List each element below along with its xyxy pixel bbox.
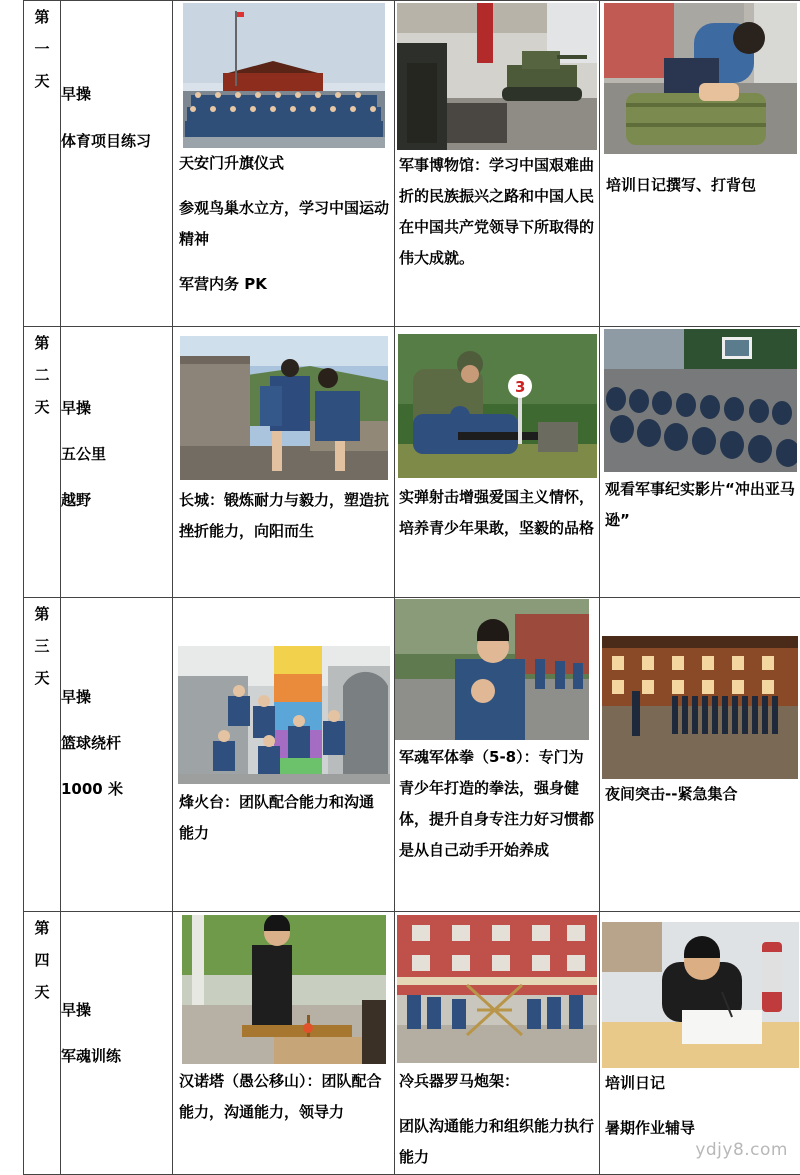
caption-line: 军事博物馆：学习中国艰难曲折的民族振兴之路和中国人民在中国共产党领导下所取得的伟大成就。 — [399, 150, 594, 274]
day-label — [24, 912, 61, 1175]
morning-activities — [61, 327, 173, 598]
day-char: 第二天 — [33, 327, 51, 423]
morning-activities — [61, 912, 173, 1175]
caption-line: 天安门升旗仪式 — [179, 148, 389, 179]
caption-line: 实弹射击增强爱国主义情怀，培养青少年果敢，坚毅的品格 — [399, 482, 594, 544]
caption-line: 培训日记 — [605, 1068, 795, 1099]
morning-item: 1000 米 — [61, 774, 172, 805]
day-label — [24, 598, 61, 912]
day-label — [24, 327, 61, 598]
activity-caption — [173, 1066, 394, 1128]
day-row-3 — [24, 598, 800, 912]
activity-caption — [173, 148, 394, 300]
activity-cell — [395, 1, 600, 327]
caption-line: 汉诺塔（愚公移山）：团队配合能力，沟通能力，领导力 — [179, 1066, 389, 1128]
morning-item: 五公里 — [61, 439, 172, 470]
caption-line: 军魂军体拳（5-8）：专门为青少年打造的拳法，强身健体，提升自身专注力好习惯都是从自己动手开始养成 — [399, 742, 594, 866]
caption-line: 培训日记撰写、打背包 — [606, 170, 795, 201]
roman-catapult-photo — [397, 915, 597, 1063]
morning-item: 篮球绕杆 — [61, 728, 172, 759]
activity-caption — [173, 787, 394, 849]
live-fire-shooting-photo — [398, 334, 597, 478]
activity-cell — [600, 912, 800, 1175]
night-assembly-photo — [602, 636, 798, 779]
beacon-tower-teamwork-photo — [178, 646, 390, 784]
activity-cell — [395, 912, 600, 1175]
day-char: 第一天 — [33, 1, 51, 97]
activity-caption — [395, 742, 599, 866]
schedule-table — [23, 0, 800, 1175]
outdoor-film-screening-photo — [604, 329, 797, 472]
caption-line: 烽火台：团队配合能力和沟通能力 — [179, 787, 379, 849]
svg-text:3: 3 — [515, 378, 525, 396]
activity-cell — [600, 1, 800, 327]
day-row-1 — [24, 1, 800, 327]
morning-activities — [61, 1, 173, 327]
activity-cell — [600, 598, 800, 912]
military-museum-tank-photo — [397, 3, 597, 150]
great-wall-photo — [180, 336, 388, 480]
activity-cell — [173, 912, 395, 1175]
activity-cell — [600, 327, 800, 598]
activity-caption — [600, 1068, 800, 1144]
caption-line: 长城：锻炼耐力与毅力，塑造抗挫折能力，向阳而生 — [179, 485, 389, 547]
caption-line: 夜间突击--紧急集合 — [605, 779, 795, 810]
caption-line: 冷兵器罗马炮架： — [399, 1066, 594, 1097]
day-char: 第三天 — [33, 598, 51, 694]
caption-line: 团队沟通能力和组织能力执行能力 — [399, 1111, 594, 1173]
tower-of-hanoi-photo — [182, 915, 386, 1064]
military-boxing-photo — [395, 599, 589, 740]
caption-line: 观看军事纪实影片“冲出亚马逊” — [605, 474, 795, 536]
morning-item: 越野 — [61, 485, 172, 516]
activity-cell — [173, 1, 395, 327]
activity-caption — [395, 1066, 599, 1173]
watermark: ydjy8.com — [695, 1140, 788, 1160]
activity-cell — [173, 598, 395, 912]
day-row-2 — [24, 327, 800, 598]
activity-caption — [173, 485, 394, 547]
morning-activities — [61, 598, 173, 912]
morning-item: 早操 — [61, 393, 172, 424]
caption-line: 军营内务 PK — [179, 269, 389, 300]
activity-cell — [173, 327, 395, 598]
morning-item: 早操 — [61, 79, 172, 110]
morning-item: 军魂训练 — [61, 1041, 172, 1072]
morning-item: 早操 — [61, 682, 172, 713]
boy-packing-bedroll-photo — [604, 3, 797, 154]
day-char: 第四天 — [33, 912, 51, 1008]
morning-item: 早操 — [61, 995, 172, 1026]
tiananmen-group-photo — [183, 3, 385, 148]
caption-line: 暑期作业辅导 — [605, 1113, 795, 1144]
activity-caption — [395, 482, 599, 544]
caption-line: 参观鸟巢水立方，学习中国运动精神 — [179, 193, 389, 255]
activity-caption — [600, 474, 800, 536]
activity-cell — [395, 598, 600, 912]
boy-writing-diary-photo — [602, 922, 799, 1068]
morning-item: 体育项目练习 — [61, 126, 172, 157]
activity-caption — [600, 779, 800, 810]
day-label — [24, 1, 61, 327]
activity-caption — [600, 170, 800, 201]
activity-cell — [395, 327, 600, 598]
day-row-4 — [24, 912, 800, 1175]
activity-caption — [395, 150, 599, 274]
